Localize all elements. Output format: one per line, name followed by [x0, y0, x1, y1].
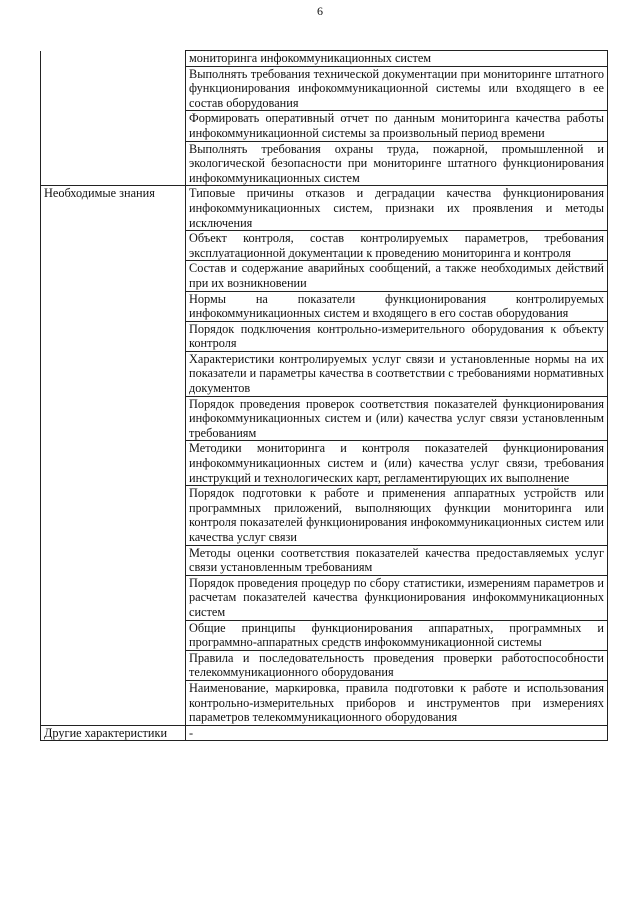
label-cell — [41, 321, 186, 351]
label-cell — [41, 261, 186, 291]
label-cell — [41, 680, 186, 725]
list-item: Типовые причины отказов и деградации качества функционирования инфокоммуникационных систем, признаки их проявления и методы исключения — [186, 186, 608, 231]
list-item: мониторинга инфокоммуникационных систем — [186, 51, 608, 67]
other-label: Другие характеристики — [41, 725, 186, 741]
list-item: Порядок подключения контрольно-измерительного оборудования к объекту контроля — [186, 321, 608, 351]
label-cell — [41, 291, 186, 321]
label-cell — [41, 141, 186, 186]
table-row — [41, 111, 608, 141]
label-cell — [41, 66, 186, 111]
list-item: Состав и содержание аварийных сообщений, а также необходимых действий при их возникновении — [186, 261, 608, 291]
label-cell — [41, 575, 186, 620]
list-item: Порядок проведения процедур по сбору статистики, измерениям параметров и расчетам показателей качества функционирования инфокоммуникационных систем — [186, 575, 608, 620]
table-row — [41, 351, 608, 396]
label-cell — [41, 486, 186, 545]
table-row — [41, 321, 608, 351]
table-row — [41, 291, 608, 321]
list-item: Правила и последовательность проведения проверки работоспособности телекоммуникационного оборудования — [186, 650, 608, 680]
table-row — [41, 396, 608, 441]
table-row — [41, 51, 608, 67]
table-row — [41, 680, 608, 725]
list-item: Выполнять требования технической документации при мониторинге штатного функционирования инфокоммуникационной системы или входящего в ее состав оборудования — [186, 66, 608, 111]
list-item: Общие принципы функционирования аппаратных, программных и программно-аппаратных средств инфокоммуникационной системы — [186, 620, 608, 650]
label-cell — [41, 545, 186, 575]
table-row — [41, 441, 608, 486]
label-cell — [41, 231, 186, 261]
list-item: Выполнять требования охраны труда, пожарной, промышленной и экологической безопасности при мониторинге штатного функционирования инфокоммуникационных систем — [186, 141, 608, 186]
list-item: Порядок проведения проверок соответствия показателей функционирования инфокоммуникационных систем и (или) качества услуг связи установленным требованиям — [186, 396, 608, 441]
table-row — [41, 620, 608, 650]
label-cell — [41, 620, 186, 650]
table-row — [41, 261, 608, 291]
table-row — [41, 575, 608, 620]
other-value: - — [186, 725, 608, 741]
label-cell — [41, 51, 186, 67]
label-cell — [41, 351, 186, 396]
table-row — [41, 66, 608, 111]
table-row — [41, 486, 608, 545]
list-item: Порядок подготовки к работе и применения аппаратных устройств или программных приложений, выполняющих функции мониторинга или контроля показателей функционирования инфокоммуникационных систем или качества услуг связи — [186, 486, 608, 545]
table-row — [41, 725, 608, 741]
label-cell — [41, 111, 186, 141]
list-item: Характеристики контролируемых услуг связи и установленные нормы на их показатели и параметры качества в соответствии с требованиями нормативных документов — [186, 351, 608, 396]
table-row — [41, 545, 608, 575]
list-item: Наименование, маркировка, правила подготовки к работе и использования контрольно-измерительных приборов и инструментов при измерениях параметров телекоммуникационного оборудования — [186, 680, 608, 725]
knowledge-label: Необходимые знания — [41, 186, 186, 231]
label-cell — [41, 396, 186, 441]
requirements-table — [40, 50, 608, 741]
list-item: Объект контроля, состав контролируемых параметров, требования эксплуатационной документации к проведению мониторинга и контроля — [186, 231, 608, 261]
table-row — [41, 141, 608, 186]
table-row — [41, 650, 608, 680]
page-number: 6 — [317, 4, 323, 18]
label-cell — [41, 441, 186, 486]
list-item: Нормы на показатели функционирования контролируемых инфокоммуникационных систем и входящего в его состав оборудования — [186, 291, 608, 321]
list-item: Формировать оперативный отчет по данным мониторинга качества работы инфокоммуникационной системы за произвольный период времени — [186, 111, 608, 141]
label-cell — [41, 650, 186, 680]
table-row — [41, 231, 608, 261]
list-item: Методы оценки соответствия показателей качества предоставляемых услуг связи установленным требованиям — [186, 545, 608, 575]
list-item: Методики мониторинга и контроля показателей функционирования инфокоммуникационных систем и (или) качества услуг связи, требования инструкций и технологических карт, регламентирующих их выполнение — [186, 441, 608, 486]
table-row — [41, 186, 608, 231]
